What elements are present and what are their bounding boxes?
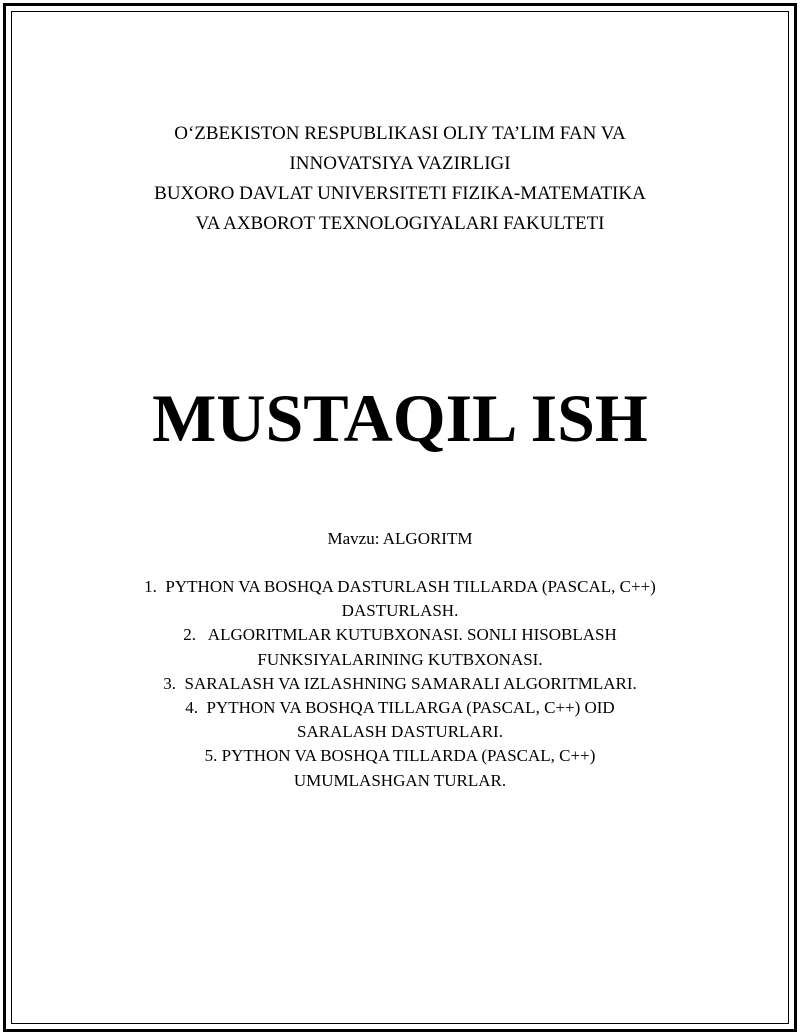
subject-line: Mavzu: ALGORITM xyxy=(327,529,473,548)
topic-line: DASTURLASH. xyxy=(341,601,459,621)
topics-list xyxy=(0,575,800,793)
header-line: O‘ZBEKISTON RESPUBLIKASI OLIY TA’LIM FAN VA xyxy=(174,123,626,144)
topic-line: 2. ALGORITMLAR KUTUBXONASI. SONLI HISOBLASH xyxy=(183,625,617,645)
header-line: INNOVATSIYA VAZIRLIGI xyxy=(289,153,511,174)
topic-line: UMUMLASHGAN TURLAR. xyxy=(293,770,507,790)
topic-line: FUNKSIYALARINING KUTBXONASI. xyxy=(257,649,543,669)
topic-line: SARALASH DASTURLARI. xyxy=(297,722,503,742)
document-title: MUSTAQIL ISH xyxy=(152,380,648,456)
header-line: BUXORO DAVLAT UNIVERSITETI FIZIKA-MATEMATIKA xyxy=(154,183,646,204)
header-line: VA AXBOROT TEXNOLOGIYALARI FAKULTETI xyxy=(195,213,605,234)
institution-header xyxy=(0,119,800,239)
topic-line: 4. PYTHON VA BOSHQA TILLARGA (PASCAL, C++) OID xyxy=(185,698,615,718)
topic-line: 1. PYTHON VA BOSHQA DASTURLASH TILLARDA (PASCAL, C++) xyxy=(144,577,656,596)
topic-line: 3. SARALASH VA IZLASHNING SAMARALI ALGORITMLARI. xyxy=(163,673,637,693)
topic-line: 5. PYTHON VA BOSHQA TILLARDA (PASCAL, C++) xyxy=(204,746,596,766)
